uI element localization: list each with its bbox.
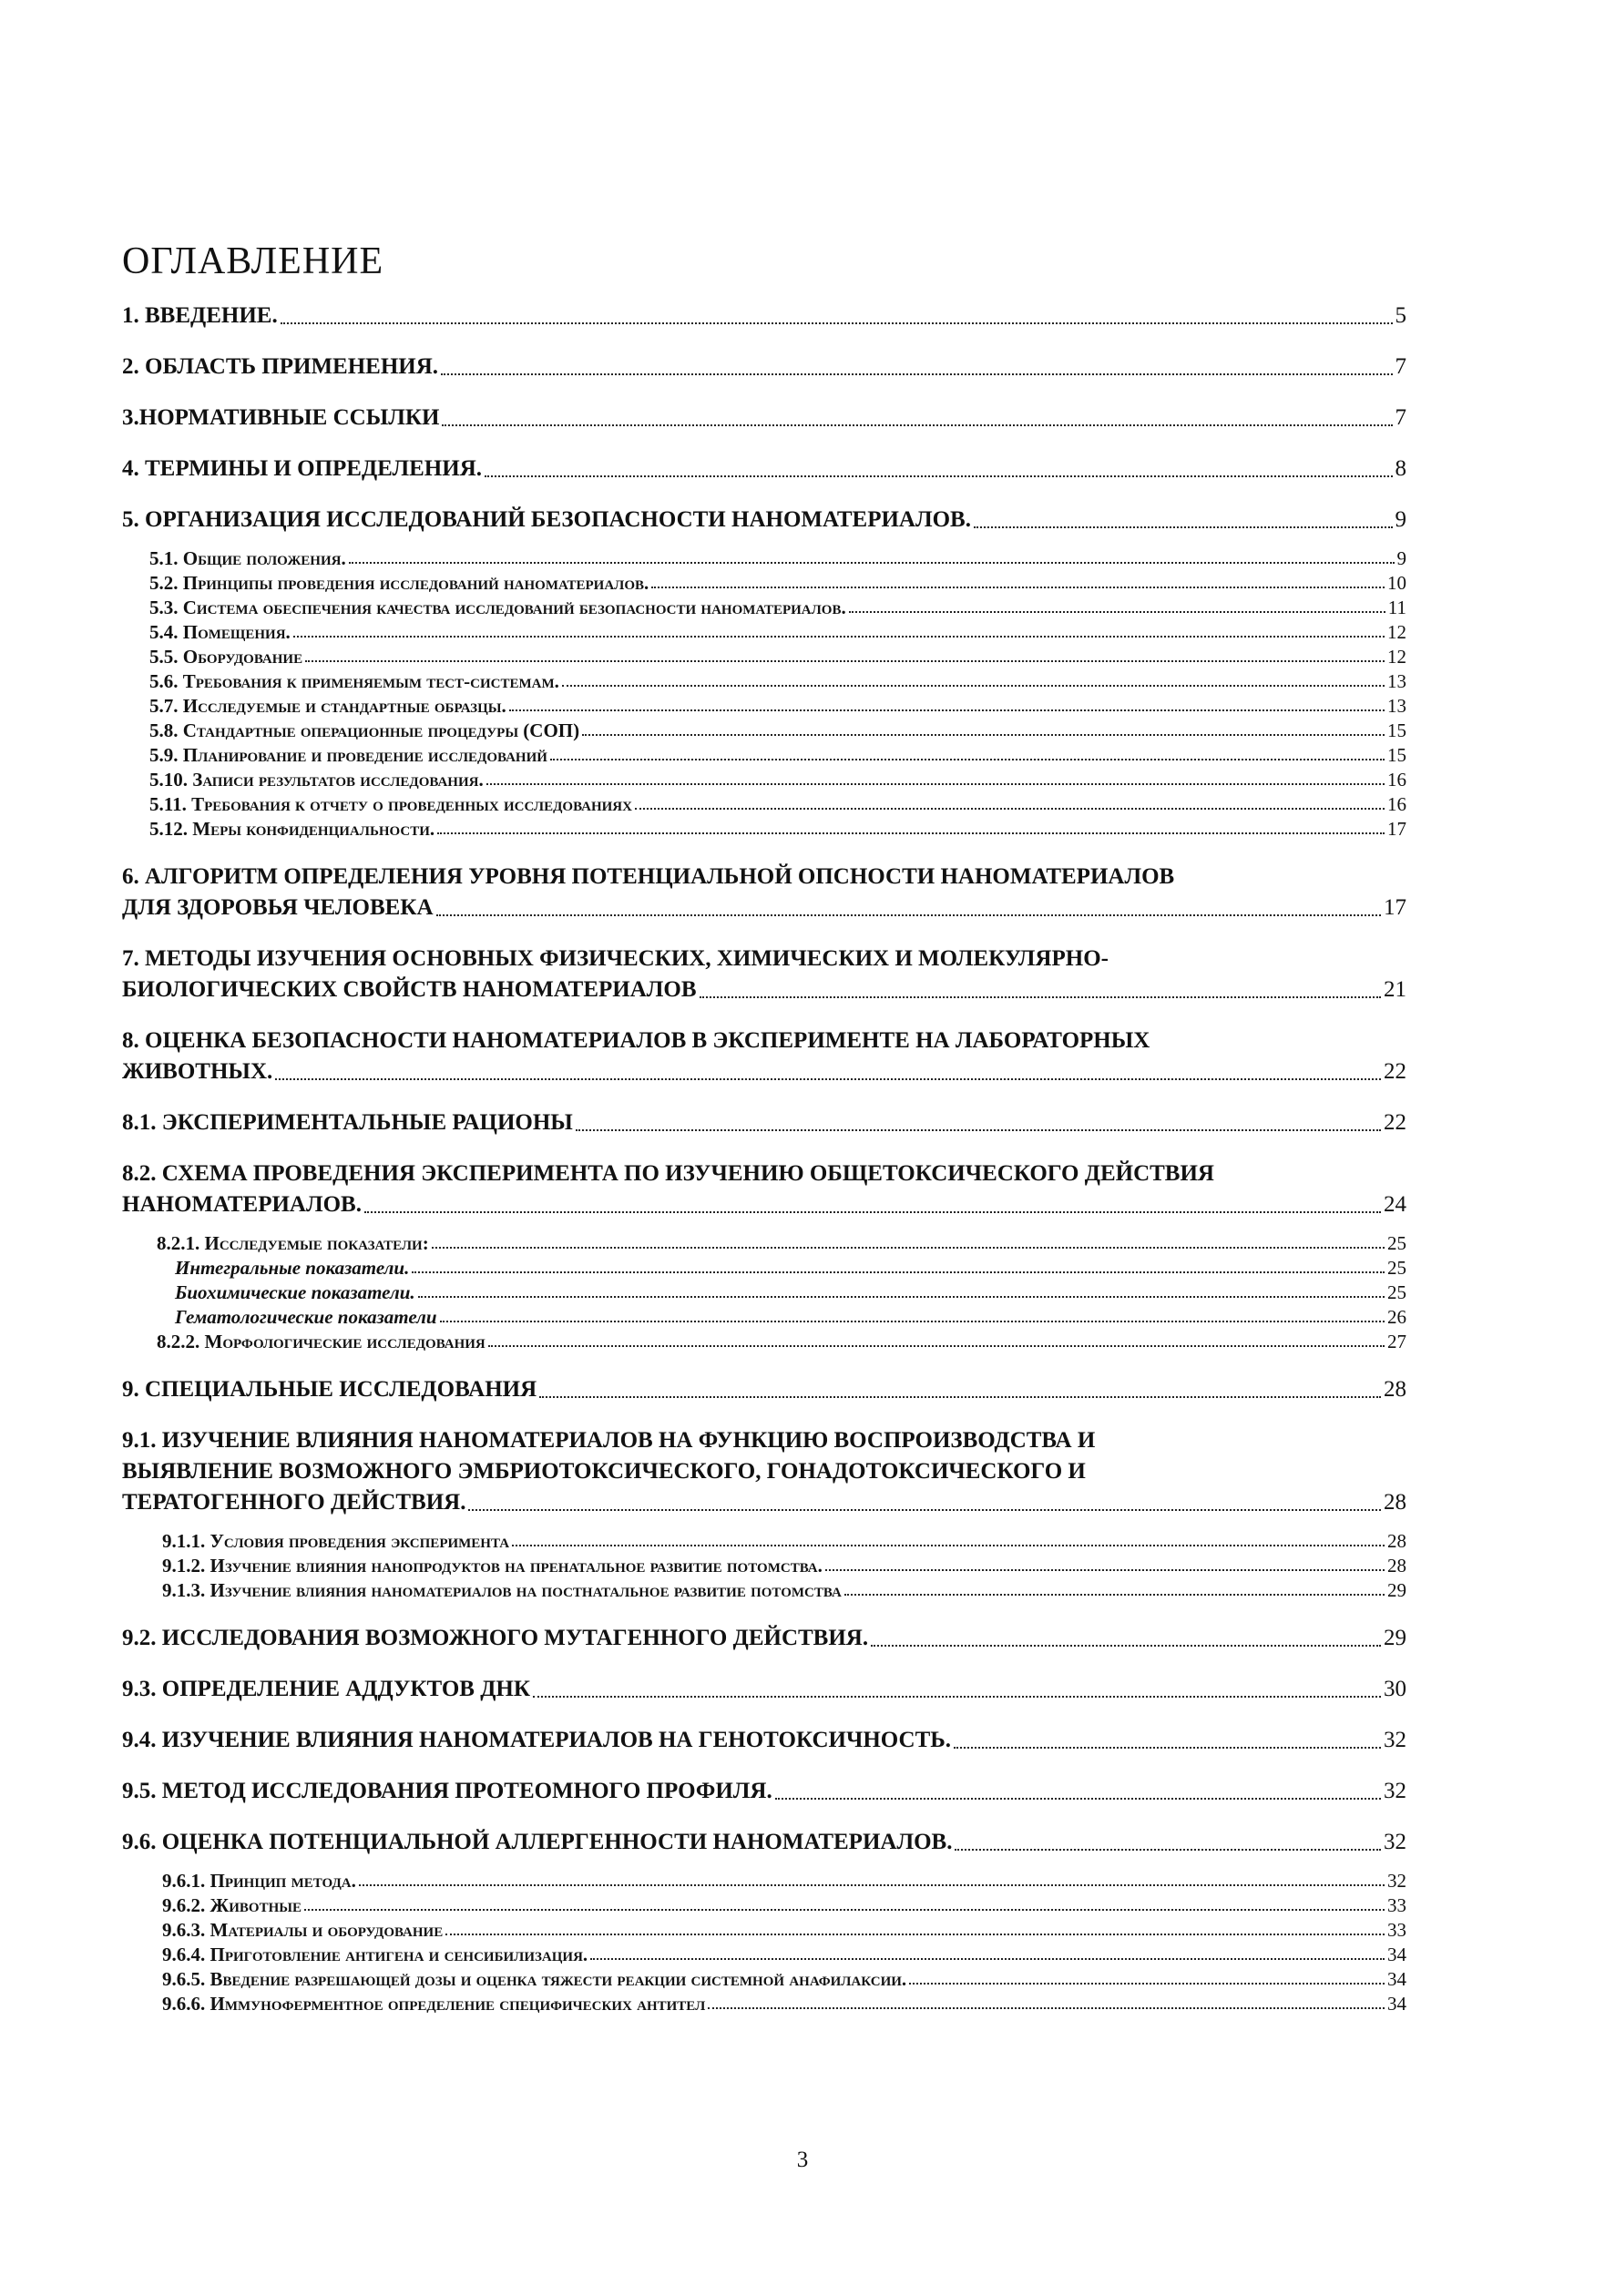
dot-leader bbox=[550, 759, 1385, 760]
dot-leader bbox=[436, 914, 1382, 916]
toc-entry[interactable] bbox=[122, 1623, 1406, 1654]
toc-entry-title: 9.6.2. Животные bbox=[162, 1894, 302, 1916]
dot-leader bbox=[349, 562, 1395, 564]
toc-subentry[interactable] bbox=[122, 719, 1406, 743]
toc-entry-title: 9.6. ОЦЕНКА ПОТЕНЦИАЛЬНОЙ АЛЛЕРГЕННОСТИ НАНОМАТЕРИАЛОВ. bbox=[122, 1830, 953, 1854]
toc-subentry[interactable] bbox=[122, 571, 1406, 596]
toc-entry-title: 5.8. Стандартные операционные процедуры (СОП) bbox=[149, 719, 580, 741]
dot-leader bbox=[437, 832, 1385, 834]
toc-entry-page: 9 bbox=[1395, 507, 1406, 532]
toc-subentry[interactable] bbox=[122, 1256, 1406, 1281]
toc-entry-title: 5.9. Планирование и проведение исследований bbox=[149, 744, 547, 766]
toc-entry-page: 32 bbox=[1387, 1870, 1406, 1892]
toc-subentry[interactable] bbox=[122, 1578, 1406, 1603]
toc-entry-page: 27 bbox=[1387, 1331, 1406, 1352]
dot-leader bbox=[440, 1321, 1385, 1322]
toc-entry-title: 8.1. ЭКСПЕРИМЕНТАЛЬНЫЕ РАЦИОНЫ bbox=[122, 1110, 573, 1135]
toc-subentry[interactable] bbox=[122, 1869, 1406, 1893]
toc-entry[interactable] bbox=[122, 505, 1406, 536]
toc-entry-title: 9.5. МЕТОД ИССЛЕДОВАНИЯ ПРОТЕОМНОГО ПРОФИЛЯ. bbox=[122, 1779, 772, 1803]
toc-entry-title-line: ДЛЯ ЗДОРОВЬЯ ЧЕЛОВЕКА bbox=[122, 895, 434, 920]
toc-subentry[interactable] bbox=[122, 1943, 1406, 1967]
toc-entry-title: 9.6.3. Материалы и оборудование bbox=[162, 1919, 444, 1941]
toc-subentry[interactable] bbox=[122, 645, 1406, 669]
dot-leader bbox=[412, 1271, 1385, 1273]
toc-entry-title: 9.1.2. Изучение влияния нанопродуктов на пренатальное развитие потомства. bbox=[162, 1555, 823, 1577]
toc-entry-title: 9.6.1. Принцип метода. bbox=[162, 1870, 356, 1892]
dot-leader bbox=[305, 660, 1385, 662]
toc-entry-title: 3.НОРМАТИВНЫЕ ССЫЛКИ bbox=[122, 405, 440, 430]
toc-entry-title: 9.6.5. Введение разрешающей дозы и оценка тяжести реакции системной анафилаксии. bbox=[162, 1968, 907, 1990]
toc-entry-title-line: ТЕРАТОГЕННОГО ДЕЙСТВИЯ. bbox=[122, 1490, 466, 1515]
toc-entry-title: 9.6.6. Иммуноферментное определение специфических антител bbox=[162, 1993, 706, 2015]
toc-entry-title: 9.3. ОПРЕДЕЛЕНИЕ АДДУКТОВ ДНК bbox=[122, 1677, 530, 1701]
toc-entry-title: 5.1. Общие положения. bbox=[149, 547, 346, 569]
toc-entry-title-line: ВЫЯВЛЕНИЕ ВОЗМОЖНОГО ЭМБРИОТОКСИЧЕСКОГО, ГОНАДОТОКСИЧЕСКОГО И bbox=[122, 1459, 1086, 1484]
toc-entry-title: 8.2.1. Исследуемые показатели: bbox=[157, 1232, 429, 1254]
toc-entry-title: 5.2. Принципы проведения исследований наноматериалов. bbox=[149, 572, 649, 594]
toc-entry-page: 28 bbox=[1384, 1377, 1406, 1402]
toc-entry[interactable] bbox=[122, 454, 1406, 485]
toc-entry-page: 12 bbox=[1387, 646, 1406, 668]
dot-leader bbox=[954, 1747, 1381, 1749]
toc-entry-page: 25 bbox=[1387, 1281, 1406, 1303]
toc-entry-page: 34 bbox=[1387, 1993, 1406, 2015]
toc-entry-page: 33 bbox=[1387, 1919, 1406, 1941]
dot-leader bbox=[445, 1934, 1385, 1935]
dot-leader bbox=[442, 424, 1392, 426]
toc-entry-title-line: 7. МЕТОДЫ ИЗУЧЕНИЯ ОСНОВНЫХ ФИЗИЧЕСКИХ, ХИМИЧЕСКИХ И МОЛЕКУЛЯРНО- bbox=[122, 946, 1109, 971]
dot-leader bbox=[488, 1345, 1385, 1347]
toc-entry-title-line: НАНОМАТЕРИАЛОВ. bbox=[122, 1192, 362, 1217]
toc-subentry[interactable] bbox=[122, 1893, 1406, 1918]
dot-leader bbox=[281, 322, 1393, 324]
toc-entry-page: 7 bbox=[1395, 405, 1406, 430]
page-number: 3 bbox=[796, 2148, 809, 2172]
dot-leader bbox=[293, 636, 1385, 638]
toc-subentry[interactable] bbox=[122, 792, 1406, 817]
toc-entry[interactable] bbox=[122, 352, 1406, 383]
toc-entry-title-line: 6. АЛГОРИТМ ОПРЕДЕЛЕНИЯ УРОВНЯ ПОТЕНЦИАЛЬНОЙ ОПСНОСТИ НАНОМАТЕРИАЛОВ bbox=[122, 864, 1175, 889]
dot-leader bbox=[539, 1396, 1381, 1398]
toc-subentry[interactable] bbox=[122, 1281, 1406, 1305]
toc-subentry[interactable] bbox=[122, 1529, 1406, 1554]
toc-subentry[interactable] bbox=[122, 1992, 1406, 2016]
toc-entry-page: 8 bbox=[1395, 456, 1406, 481]
toc-entry-title-line: БИОЛОГИЧЕСКИХ СВОЙСТВ НАНОМАТЕРИАЛОВ bbox=[122, 977, 697, 1002]
toc-subentry[interactable] bbox=[122, 1918, 1406, 1943]
toc-entry-title: 5.7. Исследуемые и стандартные образцы. bbox=[149, 695, 506, 717]
dot-leader bbox=[955, 1849, 1381, 1851]
dot-leader bbox=[486, 783, 1385, 785]
toc-entry-page: 28 bbox=[1387, 1530, 1406, 1552]
toc-entry-page: 34 bbox=[1387, 1968, 1406, 1990]
toc-entry-title: 9.1.1. Условия проведения эксперимента bbox=[162, 1530, 510, 1552]
toc-entry-page: 22 bbox=[1384, 1110, 1406, 1135]
toc-entry[interactable] bbox=[122, 1107, 1406, 1138]
toc-entry-page: 17 bbox=[1384, 895, 1406, 920]
toc-entry-title-line: 9.1. ИЗУЧЕНИЕ ВЛИЯНИЯ НАНОМАТЕРИАЛОВ НА ФУНКЦИЮ ВОСПРОИЗВОДСТВА И bbox=[122, 1428, 1096, 1453]
dot-leader bbox=[359, 1884, 1385, 1886]
toc-entry-title: 1. ВВЕДЕНИЕ. bbox=[122, 303, 278, 328]
dot-leader bbox=[974, 526, 1393, 528]
toc-entry-title: 5.4. Помещения. bbox=[149, 621, 291, 643]
toc-entry-title: 5.5. Оборудование bbox=[149, 646, 303, 668]
toc-entry[interactable] bbox=[122, 1026, 1406, 1087]
dot-leader bbox=[364, 1211, 1381, 1213]
toc-entry-title: Гематологические показатели bbox=[175, 1306, 437, 1328]
toc-entry-page: 17 bbox=[1387, 818, 1406, 840]
toc-entry-page: 16 bbox=[1387, 769, 1406, 791]
dot-leader bbox=[844, 1594, 1385, 1596]
toc-entry-title: 9.4. ИЗУЧЕНИЕ ВЛИЯНИЯ НАНОМАТЕРИАЛОВ НА ГЕНОТОКСИЧНОСТЬ. bbox=[122, 1728, 952, 1752]
dot-leader bbox=[441, 373, 1392, 375]
dot-leader bbox=[509, 709, 1385, 711]
toc-entry-title-line: ЖИВОТНЫХ. bbox=[122, 1059, 273, 1084]
dot-leader bbox=[468, 1509, 1381, 1511]
dot-leader bbox=[533, 1696, 1381, 1698]
table-of-contents bbox=[122, 301, 1406, 2016]
toc-entry-page: 33 bbox=[1387, 1894, 1406, 1916]
toc-entry-title: Интегральные показатели. bbox=[175, 1257, 410, 1279]
dot-leader bbox=[775, 1798, 1381, 1800]
toc-entry[interactable] bbox=[122, 1827, 1406, 1858]
toc-entry-title: 2. ОБЛАСТЬ ПРИМЕНЕНИЯ. bbox=[122, 354, 439, 379]
dot-leader bbox=[582, 734, 1385, 736]
toc-heading: ОГЛАВЛЕНИЕ bbox=[122, 240, 384, 282]
toc-entry[interactable] bbox=[122, 1374, 1406, 1405]
toc-entry-page: 32 bbox=[1384, 1779, 1406, 1803]
toc-entry-page: 29 bbox=[1384, 1626, 1406, 1650]
toc-entry-title: 4. ТЕРМИНЫ И ОПРЕДЕЛЕНИЯ. bbox=[122, 456, 483, 481]
toc-entry-title: 5.6. Требования к применяемым тест-системам. bbox=[149, 670, 559, 692]
toc-entry-page: 10 bbox=[1387, 572, 1406, 594]
toc-entry-page: 9 bbox=[1396, 547, 1406, 569]
toc-entry-page: 13 bbox=[1387, 695, 1406, 717]
toc-entry-title: 9. СПЕЦИАЛЬНЫЕ ИССЛЕДОВАНИЯ bbox=[122, 1377, 537, 1402]
toc-entry-title: 9.1.3. Изучение влияния наноматериалов на постнатальное развитие потомства bbox=[162, 1579, 842, 1601]
toc-entry-page: 16 bbox=[1387, 793, 1406, 815]
toc-entry-page: 13 bbox=[1387, 670, 1406, 692]
toc-entry-page: 34 bbox=[1387, 1944, 1406, 1965]
toc-entry-page: 24 bbox=[1384, 1192, 1406, 1217]
toc-entry-page: 7 bbox=[1395, 354, 1406, 379]
toc-subentry[interactable] bbox=[122, 596, 1406, 620]
dot-leader bbox=[651, 587, 1385, 588]
toc-entry-title: 9.2. ИССЛЕДОВАНИЯ ВОЗМОЖНОГО МУТАГЕННОГО ДЕЙСТВИЯ. bbox=[122, 1626, 869, 1650]
toc-entry-page: 25 bbox=[1387, 1232, 1406, 1254]
dot-leader bbox=[562, 685, 1385, 687]
toc-subentry[interactable] bbox=[122, 1305, 1406, 1330]
toc-entry[interactable] bbox=[122, 301, 1406, 332]
dot-leader bbox=[871, 1645, 1381, 1647]
toc-entry-page: 22 bbox=[1384, 1059, 1406, 1084]
toc-subentry[interactable] bbox=[122, 1231, 1406, 1256]
dot-leader bbox=[418, 1296, 1385, 1298]
toc-entry[interactable] bbox=[122, 862, 1406, 924]
dot-leader bbox=[909, 1983, 1385, 1985]
toc-entry[interactable] bbox=[122, 1674, 1406, 1705]
toc-subentry[interactable] bbox=[122, 694, 1406, 719]
toc-entry-page: 25 bbox=[1387, 1257, 1406, 1279]
dot-leader bbox=[485, 475, 1392, 477]
toc-entry-page: 5 bbox=[1395, 303, 1406, 328]
dot-leader bbox=[304, 1909, 1385, 1911]
toc-entry-page: 29 bbox=[1387, 1579, 1406, 1601]
toc-entry-page: 28 bbox=[1387, 1555, 1406, 1577]
toc-entry-page: 15 bbox=[1387, 719, 1406, 741]
toc-entry-title-line: 8. ОЦЕНКА БЕЗОПАСНОСТИ НАНОМАТЕРИАЛОВ В ЭКСПЕРИМЕНТЕ НА ЛАБОРАТОРНЫХ bbox=[122, 1028, 1150, 1053]
toc-entry-title: 8.2.2. Морфологические исследования bbox=[157, 1331, 486, 1352]
toc-subentry[interactable] bbox=[122, 546, 1406, 571]
toc-entry-page: 28 bbox=[1384, 1490, 1406, 1515]
toc-entry[interactable] bbox=[122, 403, 1406, 434]
toc-subentry[interactable] bbox=[122, 1554, 1406, 1578]
toc-entry-page: 21 bbox=[1384, 977, 1406, 1002]
toc-entry-title: 5.3. Система обеспечения качества исследований безопасности наноматериалов. bbox=[149, 597, 846, 618]
toc-entry-title: Биохимические показатели. bbox=[175, 1281, 415, 1303]
toc-entry-title: 5. ОРГАНИЗАЦИЯ ИССЛЕДОВАНИЙ БЕЗОПАСНОСТИ НАНОМАТЕРИАЛОВ. bbox=[122, 507, 971, 532]
toc-subentry[interactable] bbox=[122, 768, 1406, 792]
dot-leader bbox=[825, 1569, 1385, 1571]
dot-leader bbox=[849, 611, 1385, 613]
toc-entry-title: 5.12. Меры конфиденциальности. bbox=[149, 818, 435, 840]
toc-subentry[interactable] bbox=[122, 1330, 1406, 1354]
toc-subentry[interactable] bbox=[122, 1967, 1406, 1992]
toc-entry[interactable] bbox=[122, 944, 1406, 1005]
toc-entry[interactable] bbox=[122, 1776, 1406, 1807]
toc-entry-page: 32 bbox=[1384, 1728, 1406, 1752]
toc-entry[interactable] bbox=[122, 1725, 1406, 1756]
toc-entry[interactable] bbox=[122, 1158, 1406, 1220]
toc-entry-page: 30 bbox=[1384, 1677, 1406, 1701]
toc-entry-page: 11 bbox=[1387, 597, 1406, 618]
toc-entry-title-line: 8.2. СХЕМА ПРОВЕДЕНИЯ ЭКСПЕРИМЕНТА ПО ИЗУЧЕНИЮ ОБЩЕТОКСИЧЕСКОГО ДЕЙСТВИЯ bbox=[122, 1161, 1214, 1186]
dot-leader bbox=[432, 1247, 1385, 1249]
toc-entry-page: 12 bbox=[1387, 621, 1406, 643]
toc-subentry[interactable] bbox=[122, 620, 1406, 645]
toc-entry-title: 5.11. Требования к отчету о проведенных исследованиях bbox=[149, 793, 632, 815]
dot-leader bbox=[590, 1958, 1385, 1960]
toc-entry-title: 5.10. Записи результатов исследования. bbox=[149, 769, 484, 791]
toc-entry-page: 26 bbox=[1387, 1306, 1406, 1328]
dot-leader bbox=[635, 808, 1385, 810]
dot-leader bbox=[576, 1129, 1381, 1131]
toc-entry-title: 9.6.4. Приготовление антигена и сенсибилизация. bbox=[162, 1944, 588, 1965]
toc-entry[interactable] bbox=[122, 1425, 1406, 1518]
toc-subentry[interactable] bbox=[122, 669, 1406, 694]
toc-subentry[interactable] bbox=[122, 743, 1406, 768]
dot-leader bbox=[708, 2007, 1385, 2009]
dot-leader bbox=[512, 1545, 1385, 1546]
toc-entry-page: 15 bbox=[1387, 744, 1406, 766]
toc-subentry[interactable] bbox=[122, 817, 1406, 842]
dot-leader bbox=[275, 1078, 1381, 1080]
toc-entry-page: 32 bbox=[1384, 1830, 1406, 1854]
dot-leader bbox=[700, 996, 1381, 998]
